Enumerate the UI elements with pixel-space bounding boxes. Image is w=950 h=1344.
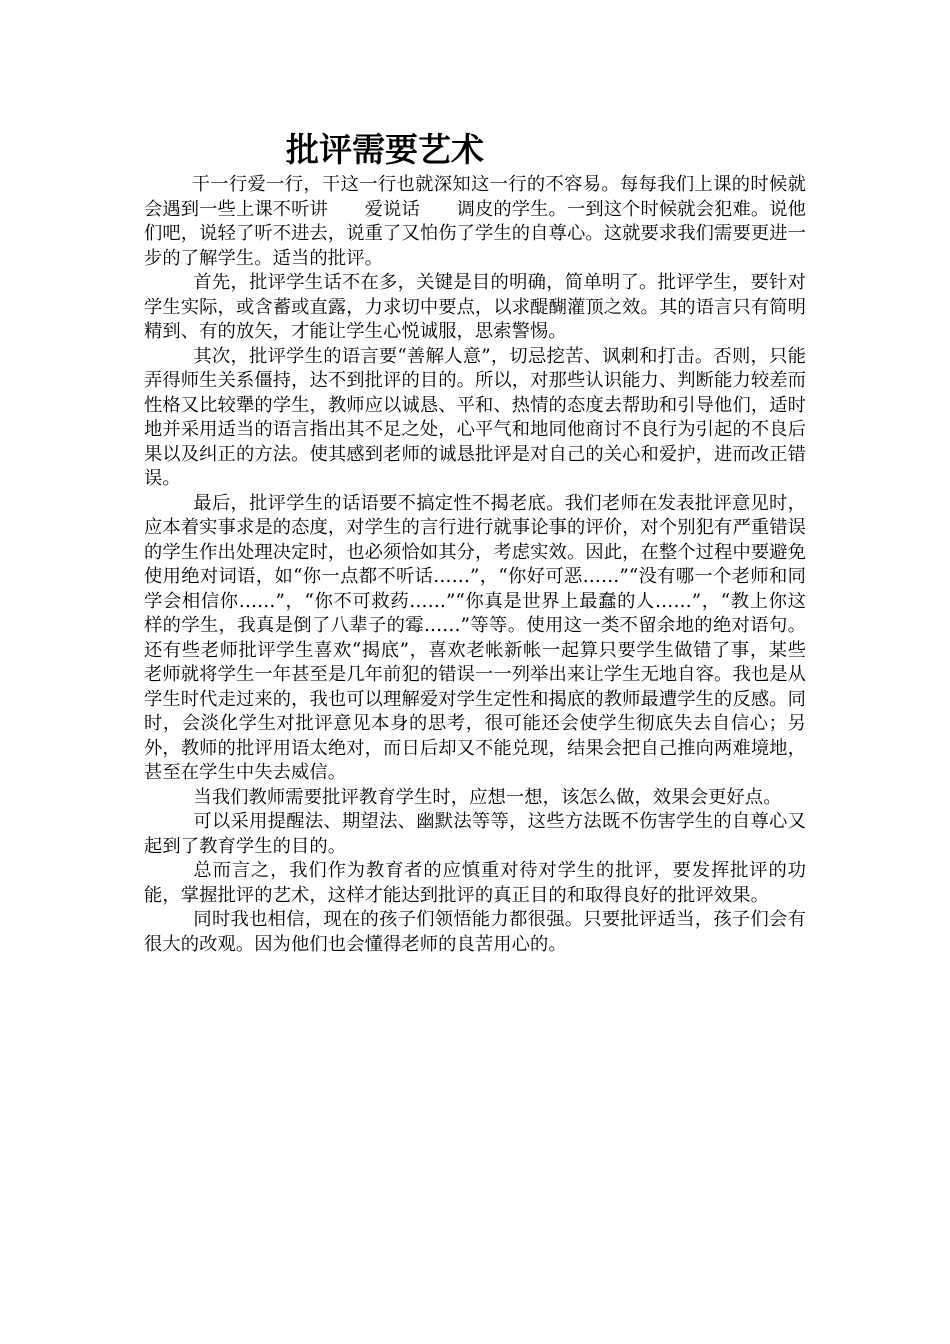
paragraph-last-point: 最后，批评学生的话语要不搞定性不揭老底。我们老师在发表批评意见时，应本着实事求是的态度，对学生的言行进行就事论事的评价，对个别犯有严重错误的学生作出处理决定时，也必须恰如其分，考虑实效。因此，在整个过程中要避免使用绝对词语，如“你一点都不听话……”，“你好可恶……”“没有哪一个老师和同学会相信你……”，“你不可救药……”“你真是世界上最蠢的人……”，“教上你这样的学生，我真是倒了八辈子的霉……”等等。使用这一类不留余地的绝对语句。还有些老师批评学生喜欢“揭底”，喜欢老帐新帐一起算只要学生做错了事，某些老师就将学生一年甚至是几年前犯的错误一一列举出来让学生无地自容。我也是从学生时代走过来的，我也可以理解爱对学生定性和揭底的教师最遭学生的反感。同时，会淡化学生对批评意见本身的思考，很可能还会使学生彻底失去自信心；另外，教师的批评用语太绝对，而日后却又不能兑现，结果会把自己推向两难境地，甚至在学生中失去威信。 (144, 492, 806, 783)
paragraph-methods: 可以采用提醒法、期望法、幽默法等等，这些方法既不伤害学生的自尊心又起到了教育学生的目的。 (144, 811, 806, 857)
paragraph-summary: 总而言之，我们作为教育者的应慎重对待对学生的批评，要发挥批评的功能，掌握批评的艺术，这样才能达到批评的真正目的和取得良好的批评效果。 (144, 860, 806, 906)
paragraph-closing: 同时我也相信，现在的孩子们领悟能力都很强。只要批评适当，孩子们会有很大的改观。因为他们也会懂得老师的良苦用心的。 (144, 909, 806, 955)
document-title: 批评需要艺术 (286, 130, 484, 169)
paragraph-reflection: 当我们教师需要批评教育学生时，应想一想，该怎么做，效果会更好点。 (193, 786, 782, 808)
paragraph-second-point: 其次，批评学生的语言要“善解人意”，切忌挖苦、讽刺和打击。否则，只能弄得师生关系僵持，达不到批评的目的。所以，对那些认识能力、判断能力较差而性格又比较犟的学生，教师应以诚恳、平和、热情的态度去帮助和引导他们，适时地并采用适当的语言指出其不足之处，心平气和地同他商讨不良行为引起的不良后果以及纠正的方法。使其感到老师的诚恳批评是对自己的关心和爱护，进而改正错误。 (144, 345, 806, 489)
document-body (144, 173, 806, 957)
paragraph-intro: 干一行爱一行，干这一行也就深知这一行的不容易。每每我们上课的时候就会遇到一些上课不听讲 爱说话 调皮的学生。一到这个时候就会犯难。说他们吧，说轻了听不进去，说重了又怕伤了学生的自尊心。这就要求我们需要更进一步的了解学生。适当的批评。 (144, 174, 806, 269)
paragraph-first-point: 首先，批评学生话不在多，关键是目的明确，简单明了。批评学生，要针对学生实际，或含蓄或直露，力求切中要点，以求醍醐灌顶之效。其的语言只有简明精到、有的放矢，才能让学生心悦诚服，思索警惕。 (144, 272, 806, 342)
